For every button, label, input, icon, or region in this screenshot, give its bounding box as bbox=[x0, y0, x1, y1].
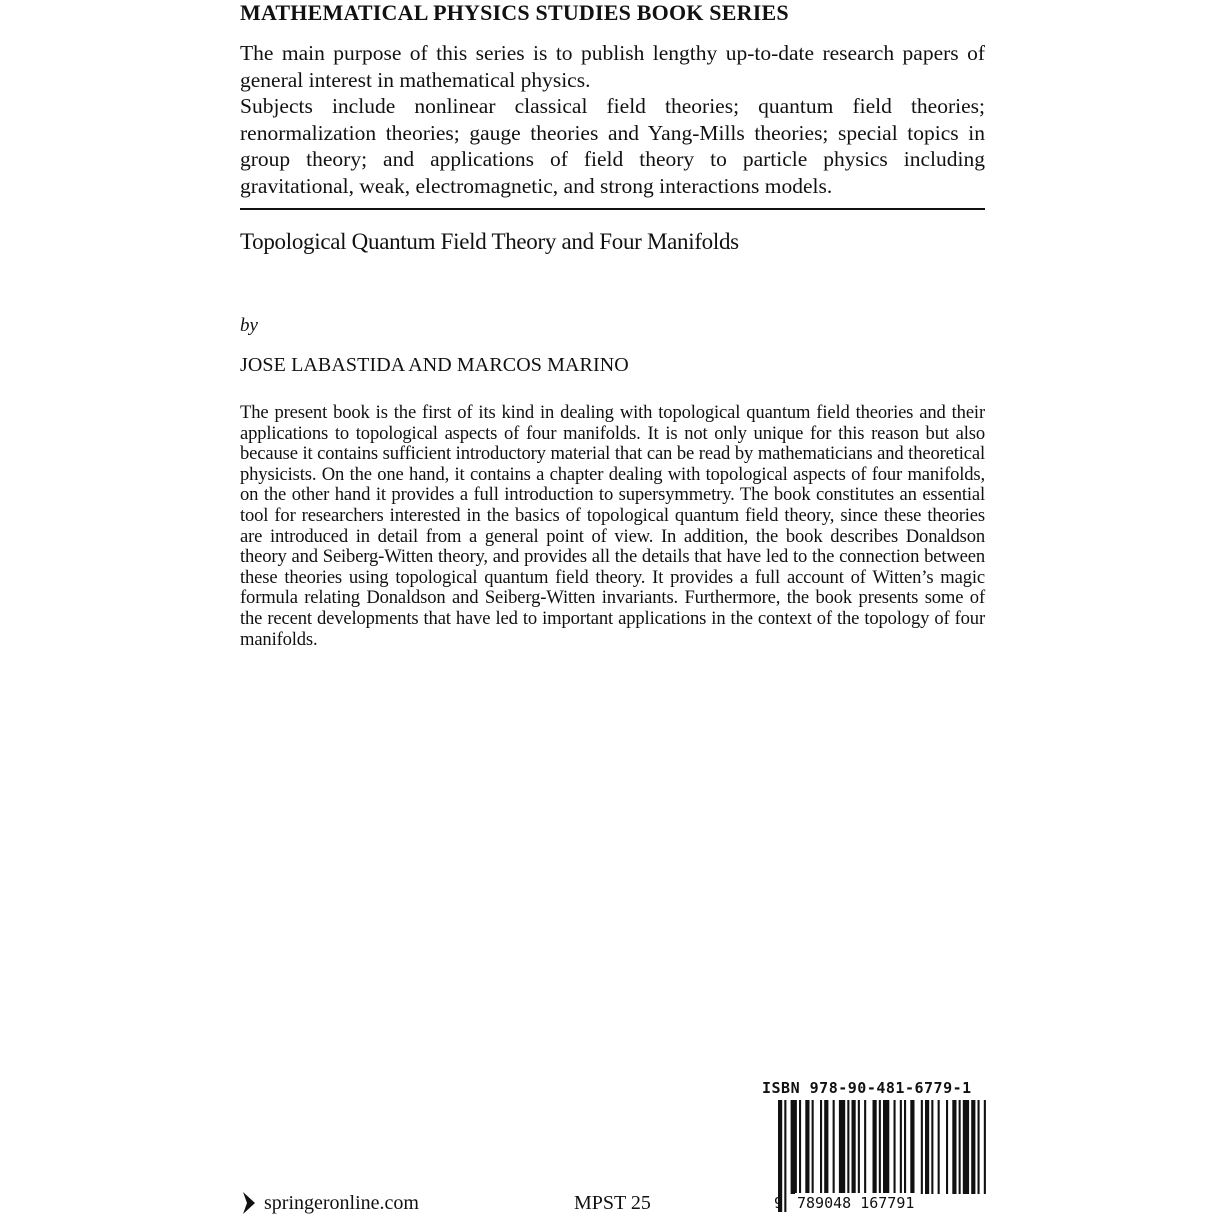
publisher-website-link[interactable] bbox=[240, 1190, 419, 1216]
barcode-bar bbox=[839, 1100, 845, 1194]
barcode-bar bbox=[883, 1100, 889, 1194]
barcode-bar bbox=[879, 1100, 881, 1194]
book-title: Topological Quantum Field Theory and Four Manifolds bbox=[240, 229, 739, 254]
series-paragraph-subjects: Subjects include nonlinear classical field theories; quantum field theories; renormalization theories; gauge theories and Yang-Mills theories; special topics in group theory; and applications of field theory to particle physics including gravitational, weak, electromagnetic, and strong interactions models. bbox=[240, 94, 985, 198]
series-paragraph-purpose: The main purpose of this series is to publish lengthy up-to-date research papers of general interest in mathematical physics. bbox=[240, 41, 985, 92]
publisher-website: springeronline.com bbox=[264, 1192, 419, 1214]
isbn-label: ISBN 978-90-481-6779-1 bbox=[762, 1079, 972, 1097]
barcode-first-digit: 9 bbox=[774, 1194, 784, 1212]
barcode-bar bbox=[858, 1100, 860, 1194]
barcode-bar bbox=[852, 1100, 856, 1194]
barcode-bar bbox=[894, 1100, 896, 1194]
barcode-bar bbox=[946, 1100, 948, 1194]
barcode-bar bbox=[963, 1100, 969, 1194]
barcode-bar bbox=[791, 1100, 797, 1194]
barcode-digits: 789048 167791 bbox=[797, 1194, 915, 1212]
barcode-bar bbox=[931, 1100, 933, 1194]
abstract-text: The present book is the first of its kind in dealing with topological quantum field theories and their applications to topological aspects of four manifolds. It is not only unique for this reason but also because it contains sufficient introductory material that can be read by mathematicians and theoretical physicists. On the one hand, it contains a chapter dealing with topological aspects of four manifolds, on the other hand it provides a full introduction to supersymmetry. The book constitutes an essential tool for researchers interested in the basics of topological quantum field theory, since these theories are introduced in detail from a general point of view. In addition, the book describes Donaldson theory and Seiberg-Witten theory, and provides all the details that have led to the connection between these theories using topological quantum field theory. It provides a full account of Witten’s magic formula relating Donaldson and Seiberg-Witten invariants. Furthermore, the book presents some of the recent developments that have led to important applications in the context of the topology of four manifolds. bbox=[240, 402, 985, 650]
section-divider bbox=[240, 208, 985, 210]
by-label: by bbox=[240, 315, 258, 336]
book-abstract bbox=[240, 403, 985, 650]
barcode-bar bbox=[925, 1100, 929, 1194]
barcode-bar bbox=[971, 1100, 975, 1194]
barcode-bar bbox=[847, 1100, 849, 1194]
series-title: MATHEMATICAL PHYSICS STUDIES BOOK SERIES bbox=[240, 0, 789, 25]
barcode-bar bbox=[805, 1100, 809, 1194]
barcode-bar bbox=[784, 1100, 786, 1212]
barcode-bar bbox=[938, 1100, 940, 1194]
barcode-bar bbox=[921, 1100, 923, 1194]
barcode-bar bbox=[833, 1100, 835, 1194]
series-code: MPST 25 bbox=[574, 1192, 651, 1214]
barcode-bar bbox=[952, 1100, 956, 1194]
barcode-bar bbox=[959, 1100, 961, 1194]
barcode-bar bbox=[873, 1100, 877, 1194]
barcode-bar bbox=[824, 1100, 828, 1194]
barcode-bar bbox=[812, 1100, 814, 1194]
book-authors: JOSE LABASTIDA AND MARCOS MARINO bbox=[240, 354, 629, 376]
barcode-bar bbox=[978, 1100, 980, 1194]
barcode-bar bbox=[864, 1100, 866, 1194]
chevron-right-icon bbox=[240, 1190, 258, 1216]
series-description bbox=[240, 40, 985, 199]
barcode-bar bbox=[984, 1100, 986, 1194]
barcode-bar bbox=[820, 1100, 822, 1194]
barcode-bar bbox=[799, 1100, 801, 1194]
